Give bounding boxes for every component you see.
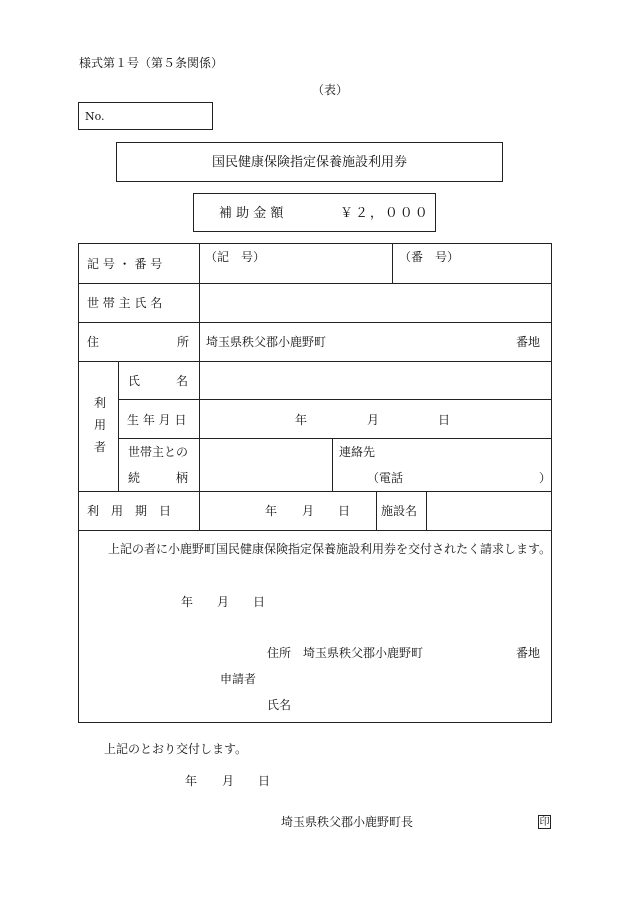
column-divider [118, 361, 119, 491]
issue-month: 月 [222, 774, 235, 788]
relation-label-2a: 続 [128, 471, 141, 485]
application-table [78, 243, 552, 531]
no-label: No. [85, 110, 105, 123]
issue-year: 年 [185, 774, 198, 788]
row-divider [78, 322, 552, 323]
issuer-name: 埼玉県秩父郡小鹿野町長 [281, 815, 414, 829]
birthdate-day: 日 [438, 413, 451, 427]
form-number: 様式第１号（第５条関係） [79, 56, 224, 70]
request-name-label: 氏名 [267, 698, 292, 712]
contact-label: 連絡先 [339, 445, 376, 459]
phone-open: （電話 [367, 471, 404, 485]
name-label-1: 氏 [128, 374, 141, 388]
request-day: 日 [253, 595, 266, 609]
user-group-char-2: 用 [94, 418, 107, 432]
row-divider [118, 438, 552, 439]
period-day: 日 [338, 504, 351, 518]
issue-statement: 上記のとおり交付します。 [104, 742, 248, 756]
period-month: 月 [302, 504, 315, 518]
address-value: 埼玉県秩父郡小鹿野町 [206, 335, 327, 349]
relation-label-2b: 柄 [176, 471, 189, 485]
row-divider [118, 399, 552, 400]
column-divider [392, 243, 393, 283]
no-box[interactable] [78, 102, 213, 130]
period-year: 年 [265, 504, 278, 518]
row-divider [78, 283, 552, 284]
subsidy-amount: ￥２，０００ [340, 206, 430, 221]
address-label-2: 所 [177, 335, 190, 349]
number-field-label[interactable]: （番 号） [399, 250, 460, 264]
symbol-field-label[interactable]: （記 号） [205, 250, 266, 264]
relation-label-1: 世帯主との [128, 445, 189, 459]
applicant-label: 申請者 [220, 672, 257, 686]
symbol-number-label: 記 号 ・ 番 号 [87, 257, 163, 271]
request-statement: 上記の者に小鹿野町国民健康保険指定保養施設利用券を交付されたく請求します。 [108, 542, 552, 556]
request-year: 年 [181, 595, 194, 609]
side-indicator: （表） [312, 83, 349, 97]
request-box [78, 530, 552, 723]
request-banchi: 番地 [516, 646, 541, 660]
facility-label: 施設名 [381, 504, 418, 518]
request-address-value: 埼玉県秩父郡小鹿野町 [303, 646, 424, 660]
householder-label: 世 帯 主 氏 名 [87, 296, 163, 310]
seal-mark: 印 [539, 817, 550, 828]
phone-close: ） [539, 471, 552, 485]
address-banchi: 番地 [516, 335, 541, 349]
request-address-label: 住所 [267, 646, 292, 660]
row-divider [78, 491, 552, 492]
request-month: 月 [217, 595, 230, 609]
user-group-char-3: 者 [94, 440, 107, 454]
row-divider [78, 361, 552, 362]
page-title: 国民健康保険指定保養施設利用券 [211, 155, 407, 170]
birthdate-year: 年 [295, 413, 308, 427]
title-box [116, 142, 503, 182]
column-divider [376, 491, 377, 531]
period-label: 利 用 期 日 [87, 504, 172, 518]
subsidy-box [193, 193, 436, 232]
birthdate-month: 月 [367, 413, 380, 427]
column-divider [332, 438, 333, 491]
subsidy-label: 補 助 金 額 [219, 206, 284, 221]
user-group-char-1: 利 [94, 396, 107, 410]
column-divider [199, 243, 200, 531]
address-label-1: 住 [87, 335, 100, 349]
column-divider [426, 491, 427, 531]
birthdate-label: 生 年 月 日 [127, 413, 187, 427]
name-label-2: 名 [176, 374, 189, 388]
issue-day: 日 [258, 774, 271, 788]
